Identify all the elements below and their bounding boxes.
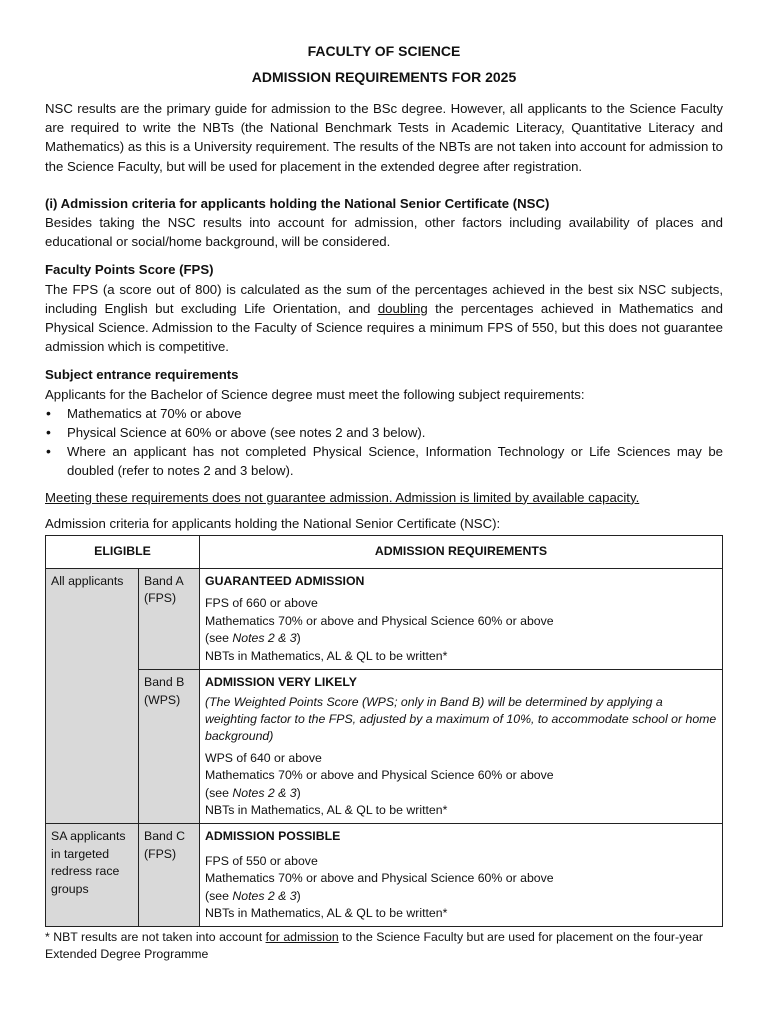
band-b-see-notes: (see Notes 2 & 3) <box>205 785 301 800</box>
subjects-heading: Subject entrance requirements <box>45 367 239 383</box>
subjects-list <box>45 404 723 481</box>
band-b-line1: WPS of 640 or above <box>205 750 322 765</box>
admission-table <box>45 535 723 927</box>
fps-text-after: the percentages achieved in Mathematics and Physical Science. Admission to the Faculty of Science requires a minimum FPS of 550, but this does not guarantee admission which is competitive. <box>45 300 723 355</box>
document-page <box>45 38 723 963</box>
band-a-line2: Mathematics 70% or above and Physical Science 60% or above <box>205 613 554 628</box>
band-a-label: Band A (FPS) <box>139 569 200 670</box>
table-header-row <box>46 536 723 569</box>
band-c-label: Band C (FPS) <box>139 824 200 927</box>
band-b-requirements <box>200 670 723 824</box>
band-b-heading: ADMISSION VERY LIKELY <box>205 675 357 690</box>
band-c-heading: ADMISSION POSSIBLE <box>205 829 341 844</box>
band-c-requirements <box>200 824 723 927</box>
band-b-nbt: NBTs in Mathematics, AL & QL to be written* <box>205 802 448 817</box>
band-a-line1: FPS of 660 or above <box>205 596 318 611</box>
band-b-line2: Mathematics 70% or above and Physical Science 60% or above <box>205 768 554 783</box>
col-requirements-header: ADMISSION REQUIREMENTS <box>200 536 723 569</box>
table-footnote: * NBT results are not taken into account for admission to the Science Faculty but are used for placement on the four-year Extended Degree Programme <box>45 930 704 962</box>
fps-heading: Faculty Points Score (FPS) <box>45 262 214 278</box>
band-b-label: Band B (WPS) <box>139 670 200 824</box>
intro-paragraph: NSC results are the primary guide for admission to the BSc degree. However, all applicants to the Science Faculty are required to write the NBTs (the National Benchmark Tests in Academic Literacy, Quantitative Literacy and Mathematics) as this is a University requirement. The results of the NBTs are not taken into account for admission to the Science Faculty, but will be used for placement in the extended degree after registration. <box>45 101 723 174</box>
band-c-see-notes: (see Notes 2 & 3) <box>205 888 301 903</box>
band-b-wps-note: (The Weighted Points Score (WPS; only in Band B) will be determined by applying a weighting factor to the FPS, adjusted by a maximum of 10%, to accommodate school or home background) <box>205 694 717 744</box>
table-row <box>46 824 723 927</box>
band-a-see-notes: (see Notes 2 & 3) <box>205 631 301 646</box>
fps-underlined-word: doubling <box>377 300 428 316</box>
band-a-requirements <box>200 569 723 670</box>
band-c-line2: Mathematics 70% or above and Physical Science 60% or above <box>205 871 554 886</box>
list-item: • Mathematics at 70% or above <box>45 404 723 423</box>
fps-text-before: The FPS (a score out of 800) is calculated as the sum of the percentages achieved in the best six NSC subjects, including English but excluding Life Orientation, and <box>45 281 723 316</box>
band-c-line1: FPS of 550 or above <box>205 853 318 868</box>
capacity-note: Meeting these requirements does not guarantee admission. Admission is limited by available capacity. <box>45 489 640 505</box>
table-caption: Admission criteria for applicants holding the National Senior Certificate (NSC): <box>45 515 501 531</box>
table-row <box>46 569 723 670</box>
group-all-applicants: All applicants <box>46 569 139 824</box>
col-eligible-header: ELIGIBLE <box>46 536 200 569</box>
group-sa-applicants: SA applicants in targeted redress race groups <box>46 824 139 927</box>
band-a-nbt: NBTs in Mathematics, AL & QL to be written* <box>205 648 448 663</box>
table-row <box>46 670 723 824</box>
subjects-lead: Applicants for the Bachelor of Science degree must meet the following subject requirements: <box>45 386 585 402</box>
list-item: • Where an applicant has not completed Physical Science, Information Technology or Life Sciences may be doubled (refer to notes 2 and 3 below). <box>45 442 723 480</box>
section-i-text: Besides taking the NSC results into account for admission, other factors including availability of places and educational or social/home background, will be considered. <box>45 215 723 250</box>
page-title: ADMISSION REQUIREMENTS FOR 2025 <box>251 69 517 85</box>
faculty-title: FACULTY OF SCIENCE <box>307 43 461 59</box>
band-a-heading: GUARANTEED ADMISSION <box>205 574 365 589</box>
section-i-heading: (i) Admission criteria for applicants holding the National Senior Certificate (NSC) <box>45 195 550 211</box>
band-c-nbt: NBTs in Mathematics, AL & QL to be written* <box>205 905 448 920</box>
list-item: • Physical Science at 60% or above (see notes 2 and 3 below). <box>45 423 723 442</box>
fps-paragraph <box>45 280 723 357</box>
